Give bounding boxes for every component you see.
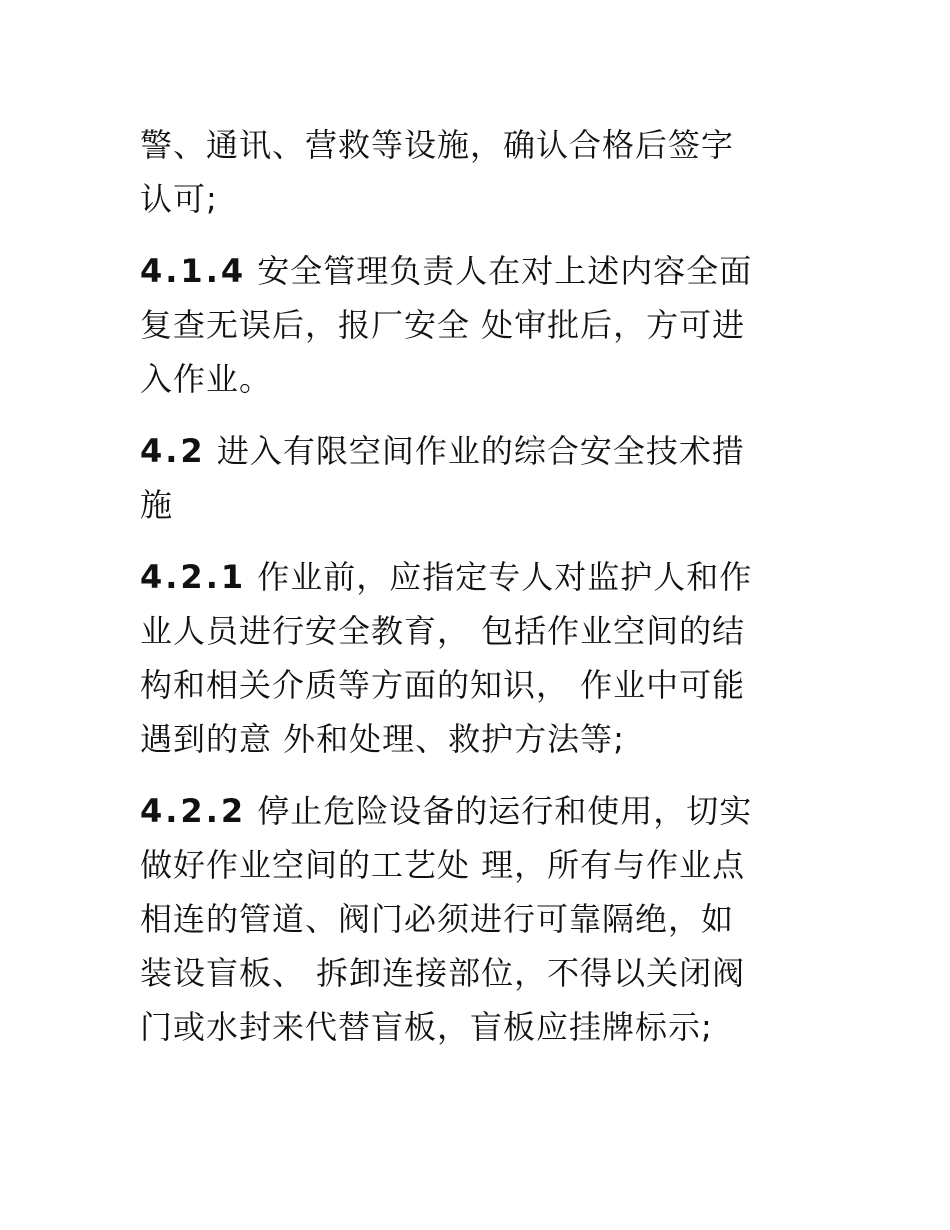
text-line: 做好作业空间的工艺处 理，所有与作业点	[140, 846, 746, 884]
text-line: 业人员进行安全教育， 包括作业空间的结	[140, 612, 746, 650]
text-line	[140, 550, 830, 604]
text-line: 构和相关介质等方面的知识， 作业中可能	[140, 666, 746, 704]
section-number: 4.1.4	[140, 252, 247, 290]
paragraph-4-2-1	[140, 550, 830, 766]
paragraph-4-2-2	[140, 784, 830, 1054]
text-line: 遇到的意 外和处理、救护方法等;	[140, 720, 625, 758]
text-line: 装设盲板、 拆卸连接部位，不得以关闭阀	[140, 954, 746, 992]
text-line: 认可;	[140, 180, 218, 218]
section-number: 4.2.1	[140, 558, 247, 596]
text-line: 入作业。	[140, 360, 273, 398]
paragraph-4-1-4	[140, 244, 830, 406]
text-line: 相连的管道、阀门必须进行可靠隔绝，如	[140, 900, 735, 938]
text-line	[140, 244, 830, 298]
text-line	[140, 784, 830, 838]
paragraph-continued	[140, 118, 830, 226]
text-span: 进入有限空间作业的综合安全技术措	[205, 432, 745, 470]
document-page	[140, 118, 830, 1072]
text-line: 施	[140, 486, 174, 524]
text-span: 安全管理负责人在对上述内容全面	[246, 252, 753, 290]
section-number: 4.2.2	[140, 792, 247, 830]
text-line: 门或水封来代替盲板，盲板应挂牌标示;	[140, 1008, 713, 1046]
paragraph-4-2	[140, 424, 830, 532]
text-line: 警、通讯、营救等设施，确认合格后签字	[140, 126, 735, 164]
text-line	[140, 424, 830, 478]
text-span: 停止危险设备的运行和使用，切实	[246, 792, 753, 830]
text-span: 作业前，应指定专人对监护人和作	[246, 558, 753, 596]
text-line: 复查无误后，报厂安全 处审批后，方可进	[140, 306, 746, 344]
section-number: 4.2	[140, 432, 206, 470]
